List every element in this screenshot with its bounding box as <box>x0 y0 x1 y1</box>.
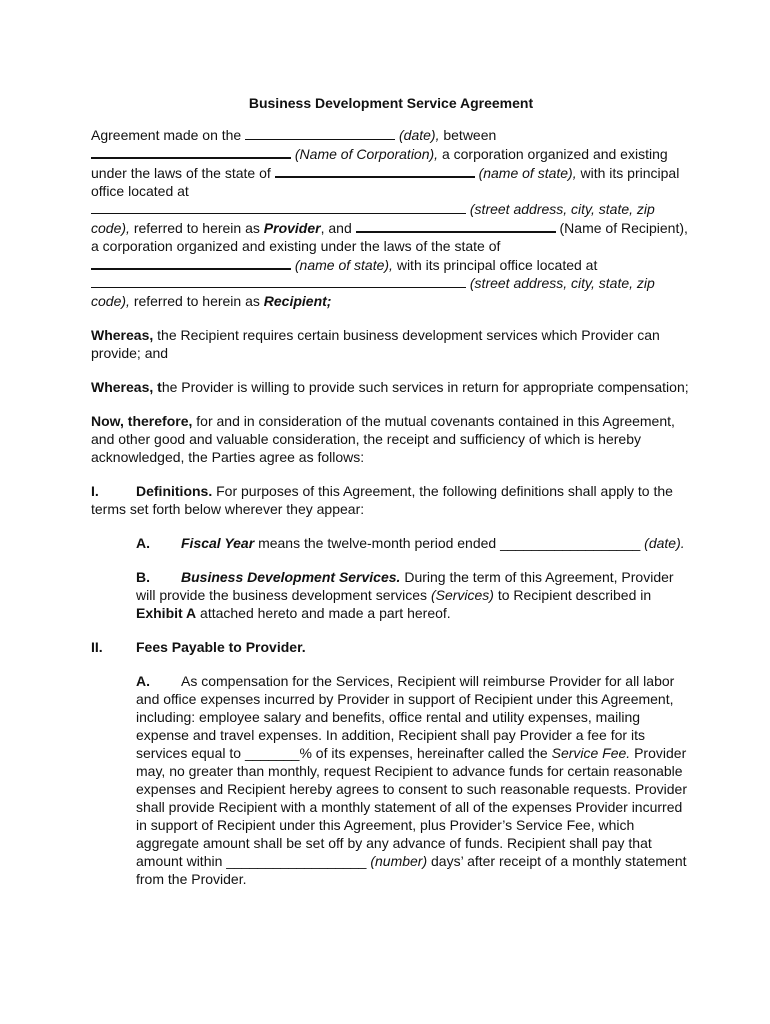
fiscal-year-blank[interactable]: __________________ <box>500 535 641 551</box>
now-therefore-paragraph: Now, therefore, for and in consideration of the mutual covenants contained in this Agreement, and other good and valuable consideration, the receipt and sufficiency of which is hereby acknowledged, the Parties agree as follows: <box>91 413 675 465</box>
document-title: Business Development Service Agreement <box>248 95 534 111</box>
corporation-name-blank[interactable] <box>91 144 291 159</box>
payment-days-blank[interactable]: __________________ <box>226 853 367 869</box>
whereas-paragraph-1: Whereas, the Recipient requires certain business development services which Provider can provide; and <box>91 327 660 361</box>
corporation-state-blank[interactable] <box>275 163 475 178</box>
document-page <box>91 94 691 888</box>
agreement-date-blank[interactable] <box>245 126 395 140</box>
whereas-paragraph-2: Whereas, the Provider is willing to provide such services in return for appropriate compensation; <box>91 379 689 395</box>
recipient-state-blank[interactable] <box>91 255 291 270</box>
section-1-number: I. <box>91 483 99 499</box>
section-2-heading: Fees Payable to Provider. <box>136 639 306 655</box>
section-1-heading: Definitions. <box>136 483 213 499</box>
recipient-address-blank[interactable] <box>91 274 466 288</box>
provider-address-blank[interactable] <box>91 200 466 214</box>
intro-paragraph: Agreement made on the (date), between (Name of Corporation), a corporation organized and existing under the laws of the state of (name of state), with its principal office located at (street address, city, state, zip code), referred to herein as Provider, and (Name of Recipient), a corporation organized and existing under the laws of the state of (name of state), with its principal office located at (street address, city, state, zip code), referred to herein as Recipient; <box>91 127 688 309</box>
definition-a-fiscal-year: A. Fiscal Year means the twelve-month period ended __________________ (date). <box>136 535 685 551</box>
section-1-definitions: I. Definitions. For purposes of this Agreement, the following definitions shall apply to the terms set forth below wherever they appear: <box>91 483 673 517</box>
fees-item-a: A. As compensation for the Services, Recipient will reimburse Provider for all labor and office expenses incurred by Provider in support of Recipient under this Agreement, including: employee salary and benefits, office rental and utility expenses, mailing expense and travel expenses. In addition, Recipient shall pay Provider a fee for its services equal to _______% of its expenses, hereinafter called the Service Fee. Provider may, no greater than monthly, request Recipient to advance funds for certain reasonable expenses and Recipient hereby agrees to consent to such reasonable requests. Provider shall provide Recipient with a monthly statement of all of the expenses Provider incurred in support of Recipient under this Agreement, plus Provider’s Service Fee, which aggregate amount shall be set off by any advance of funds. Recipient shall pay that amount within __________________ (number) days’ after receipt of a monthly statement from the Provider. <box>136 673 688 887</box>
percentage-blank[interactable]: _______% <box>244 745 312 761</box>
section-2-number: II. <box>91 639 103 655</box>
section-2-fees <box>91 638 691 656</box>
definition-b-services: B. Business Development Services. During the term of this Agreement, Provider will provide the business development services (Services) to Recipient described in Exhibit A attached hereto and made a part hereof. <box>136 569 674 621</box>
recipient-name-blank[interactable] <box>356 218 556 233</box>
